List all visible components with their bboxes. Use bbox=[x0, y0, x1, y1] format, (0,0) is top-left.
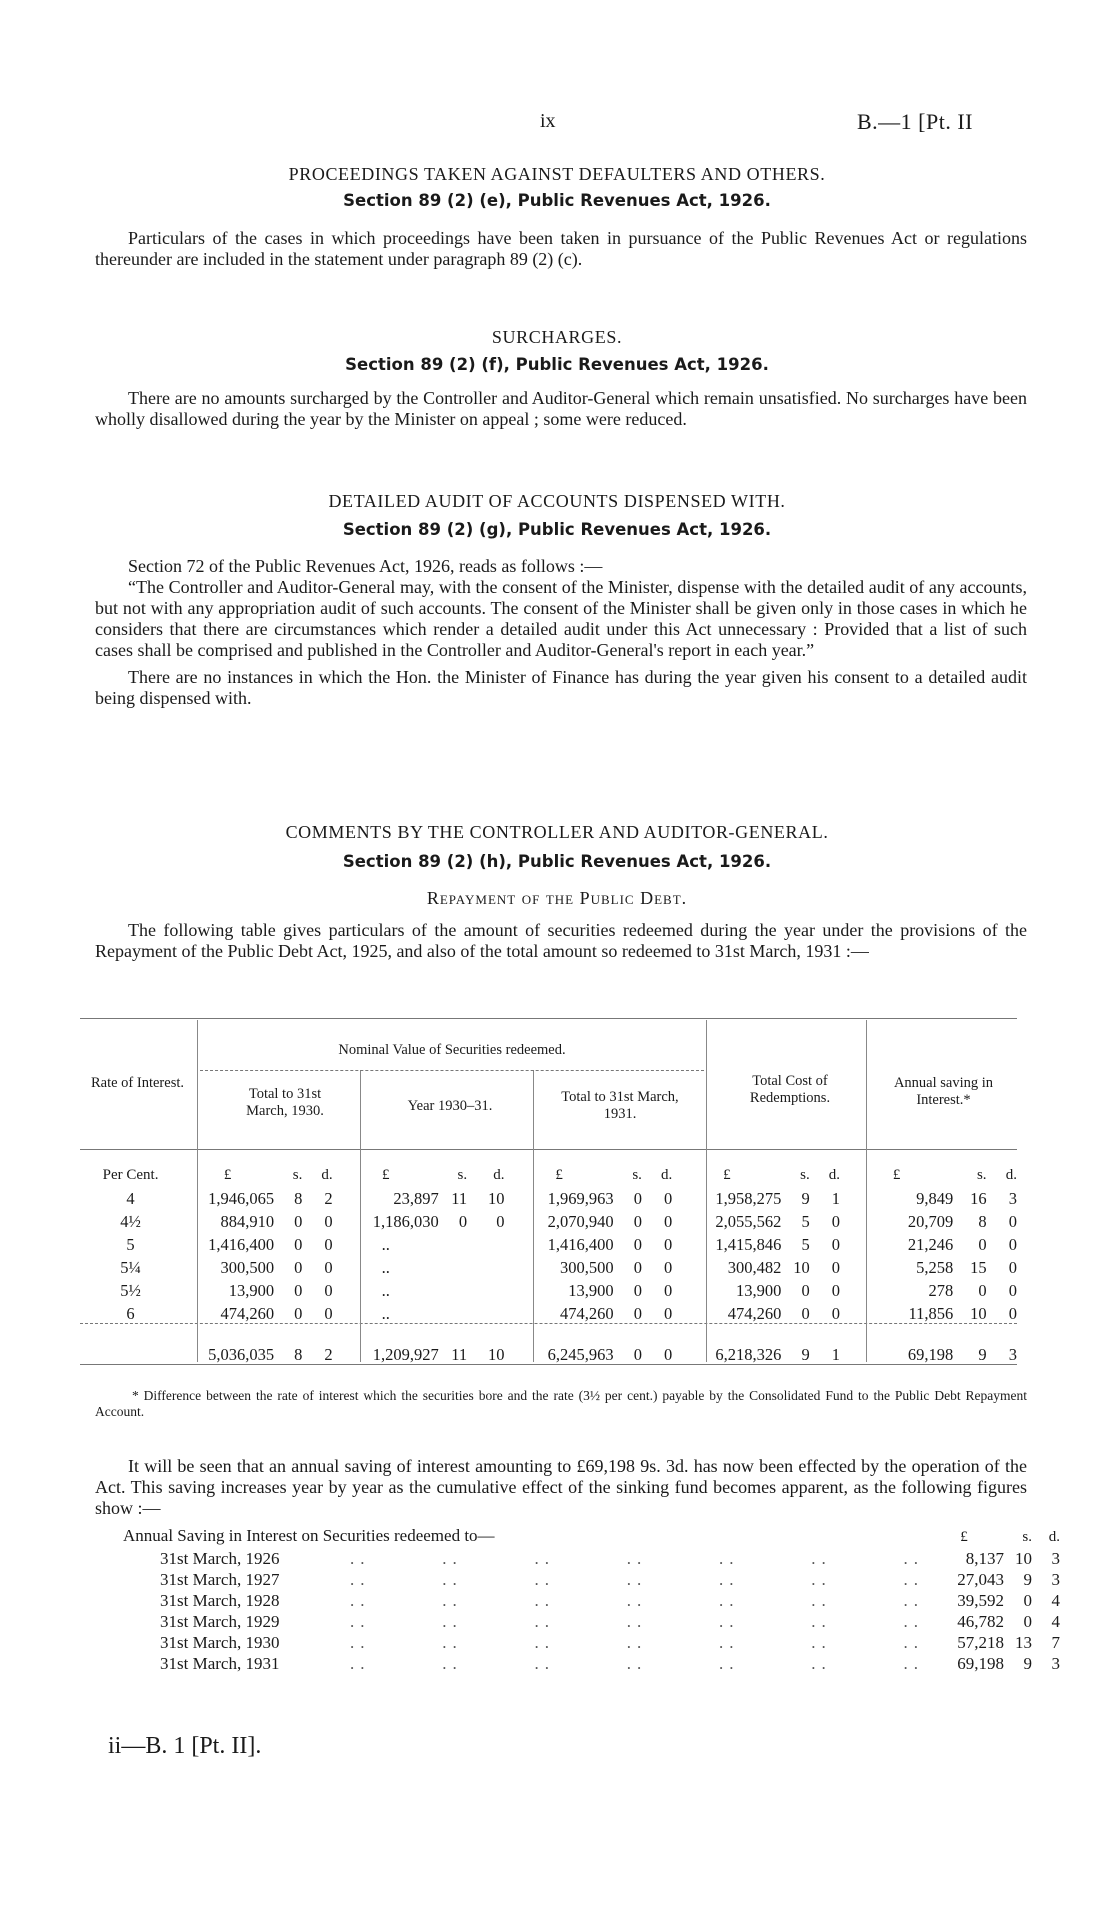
cost-pence: 1 bbox=[831, 1188, 841, 1208]
audit-section: Section 89 (2) (g), Public Revenues Act, 1926. bbox=[342, 520, 772, 539]
table-top-rule bbox=[80, 1018, 1017, 1019]
cost-pence: 0 bbox=[831, 1303, 841, 1323]
table-units-row bbox=[80, 1164, 1017, 1187]
cost-pence: 0 bbox=[831, 1211, 841, 1231]
unit-pound: £ bbox=[723, 1167, 731, 1183]
nominal-group-rule bbox=[200, 1070, 704, 1071]
saving-shillings: 13 bbox=[1015, 1632, 1032, 1652]
audit-para2: There are no instances in which the Hon. the Minister of Finance has during the year given his consent to a detailed audit being dispensed with. bbox=[95, 667, 1027, 708]
unit-shillings: s. bbox=[632, 1167, 642, 1183]
yr-shillings: 11 bbox=[451, 1188, 468, 1208]
t30-pence: 2 bbox=[324, 1188, 333, 1208]
t31-pounds: 1,416,400 bbox=[547, 1234, 614, 1254]
saving-unit-shillings: s. bbox=[1022, 1529, 1032, 1545]
saving-leader: .. .. .. .. .. .. .. bbox=[350, 1590, 924, 1610]
saving-pence: 3 bbox=[1051, 1548, 1060, 1568]
page-ref: B.—1 [Pt. II bbox=[857, 109, 973, 134]
t31-pounds: 2,070,940 bbox=[547, 1211, 614, 1231]
unit-pound: £ bbox=[381, 1167, 390, 1183]
saving-row bbox=[160, 1548, 1060, 1569]
table-row bbox=[80, 1233, 1017, 1256]
t31-shillings: 0 bbox=[633, 1211, 642, 1231]
saving-leader: .. .. .. .. .. .. .. bbox=[350, 1611, 924, 1631]
t30-total-pounds: 5,036,035 bbox=[208, 1344, 275, 1364]
comments-intro: The following table gives particulars of the amount of securities redeemed during the year under the provisions of the Repayment of the Public Debt Act, 1925, and also of the total amount so redeemed to 31st March, 1931 :— bbox=[95, 920, 1027, 961]
yr-total-shillings: 11 bbox=[451, 1344, 468, 1364]
saving-row bbox=[160, 1611, 1060, 1632]
yr-pounds: .. bbox=[381, 1234, 390, 1254]
cost-shillings: 9 bbox=[801, 1188, 810, 1208]
spacer-cell bbox=[80, 1325, 1017, 1343]
saving-row bbox=[160, 1653, 1060, 1674]
comments-paragraph bbox=[95, 920, 1027, 962]
saving-units-spacer bbox=[350, 1527, 924, 1548]
header-saving: Annual saving in Interest.* bbox=[893, 1075, 994, 1108]
sav-pence: 0 bbox=[1008, 1234, 1017, 1254]
cost-shillings: 5 bbox=[801, 1211, 810, 1231]
footer-ref: ii—B. 1 [Pt. II]. bbox=[108, 1733, 262, 1759]
unit-pence: d. bbox=[321, 1167, 333, 1183]
saving-pence: 4 bbox=[1051, 1590, 1060, 1610]
yr-pounds: .. bbox=[381, 1280, 390, 1300]
t31-total-pence: 0 bbox=[664, 1344, 673, 1364]
rate-cell: 5¼ bbox=[120, 1257, 141, 1277]
table-header-rule bbox=[80, 1149, 1017, 1150]
t31-pence: 0 bbox=[664, 1211, 673, 1231]
sav-shillings: 0 bbox=[978, 1234, 987, 1254]
t30-shillings: 8 bbox=[294, 1188, 303, 1208]
saving-row bbox=[160, 1569, 1060, 1590]
totals-label bbox=[80, 1343, 181, 1366]
saving-shillings: 10 bbox=[1015, 1548, 1032, 1568]
saving-pounds: 8,137 bbox=[965, 1548, 1004, 1568]
cost-pounds: 300,482 bbox=[727, 1257, 782, 1277]
saving-pounds: 57,218 bbox=[957, 1632, 1004, 1652]
saving-leader: .. .. .. .. .. .. .. bbox=[350, 1569, 924, 1589]
rate-cell: 5½ bbox=[120, 1280, 141, 1300]
header-year: Year 1930–31. bbox=[407, 1098, 493, 1114]
t30-pence: 0 bbox=[324, 1234, 333, 1254]
sav-total-pounds: 69,198 bbox=[907, 1344, 954, 1364]
sav-pounds: 11,856 bbox=[908, 1303, 954, 1323]
yr-total-pence: 10 bbox=[487, 1344, 505, 1364]
unit-pence: d. bbox=[661, 1167, 673, 1183]
saving-pounds: 27,043 bbox=[957, 1569, 1004, 1589]
saving-unit-pence: d. bbox=[1048, 1529, 1060, 1545]
rate-cell: 5 bbox=[126, 1234, 135, 1254]
sav-pence: 3 bbox=[1008, 1188, 1017, 1208]
saving-shillings: 9 bbox=[1023, 1569, 1032, 1589]
t30-pounds: 1,416,400 bbox=[208, 1234, 275, 1254]
yr-pence bbox=[467, 1279, 504, 1302]
saving-units-spacer bbox=[160, 1527, 350, 1548]
unit-rate: Per Cent. bbox=[102, 1167, 159, 1183]
table-footnote: * Difference between the rate of interest which the securities bore and the rate (3½ per cent.) payable by the Consolidated Fund to the Public Debt Repayment Account. bbox=[95, 1388, 1027, 1419]
sav-shillings: 0 bbox=[978, 1280, 987, 1300]
t30-shillings: 0 bbox=[294, 1303, 303, 1323]
saving-row bbox=[160, 1632, 1060, 1653]
t31-pounds: 13,900 bbox=[568, 1280, 614, 1300]
yr-pounds: 23,897 bbox=[393, 1188, 439, 1208]
yr-pence bbox=[467, 1233, 504, 1256]
saving-row bbox=[160, 1590, 1060, 1611]
table-body bbox=[80, 1164, 1017, 1366]
cost-pence: 0 bbox=[831, 1280, 841, 1300]
saving-pounds: 69,198 bbox=[957, 1653, 1004, 1673]
t31-pounds: 474,260 bbox=[560, 1303, 614, 1323]
unit-shillings: s. bbox=[976, 1167, 987, 1183]
table-row bbox=[80, 1256, 1017, 1279]
saving-para: It will be seen that an annual saving of interest amounting to £69,198 9s. 3d. has now been effected by the operation of the Act. This saving increases year by year as the cumulative effect of the sinking fund becomes apparent, as the following figures show :— bbox=[95, 1456, 1027, 1518]
t30-shillings: 0 bbox=[294, 1257, 303, 1277]
unit-shillings: s. bbox=[800, 1167, 810, 1183]
cost-pounds: 2,055,562 bbox=[715, 1211, 782, 1231]
t30-pounds: 884,910 bbox=[220, 1211, 275, 1231]
table-totals-row bbox=[80, 1343, 1017, 1366]
unit-pound: £ bbox=[223, 1167, 232, 1183]
table-row bbox=[80, 1210, 1017, 1233]
unit-shillings: s. bbox=[292, 1167, 303, 1183]
t30-pounds: 474,260 bbox=[220, 1303, 275, 1323]
sav-pence: 0 bbox=[1008, 1257, 1017, 1277]
yr-shillings bbox=[439, 1256, 467, 1279]
sav-pounds: 20,709 bbox=[907, 1211, 954, 1231]
t31-shillings: 0 bbox=[633, 1234, 642, 1254]
t31-shillings: 0 bbox=[633, 1257, 642, 1277]
surcharges-paragraph bbox=[95, 388, 1027, 430]
audit-quote: “The Controller and Auditor-General may, with the consent of the Minister, dispense with the detailed audit of any accounts, but not with any appropriation audit of such accounts. The consent of the Minister shall be given only in those cases in which he considers that there are circumstances which render a detailed audit under this Act unnecessary : Provided that a list of such cases shall be comprised and published in the Controller and Auditor-General's report in each year.” bbox=[95, 577, 1027, 660]
yr-pence bbox=[467, 1256, 504, 1279]
sav-shillings: 8 bbox=[978, 1211, 987, 1231]
cost-shillings: 0 bbox=[801, 1303, 810, 1323]
saving-date: 31st March, 1926 bbox=[160, 1548, 280, 1568]
unit-shillings: s. bbox=[457, 1167, 468, 1183]
header-cost: Total Cost of Redemptions. bbox=[749, 1073, 831, 1106]
saving-date: 31st March, 1927 bbox=[160, 1569, 280, 1589]
t30-pence: 0 bbox=[324, 1280, 333, 1300]
defaulters-section: Section 89 (2) (e), Public Revenues Act, 1926. bbox=[343, 191, 771, 210]
t30-total-pence: 2 bbox=[324, 1344, 333, 1364]
saving-unit-pound: £ bbox=[960, 1529, 968, 1545]
header-total-1931: Total to 31st March, 1931. bbox=[561, 1089, 679, 1122]
comments-section: Section 89 (2) (h), Public Revenues Act, 1926. bbox=[342, 852, 772, 871]
saving-pounds: 39,592 bbox=[957, 1590, 1004, 1610]
t31-shillings: 0 bbox=[633, 1188, 642, 1208]
yr-shillings bbox=[439, 1302, 467, 1325]
cost-pence: 0 bbox=[831, 1234, 841, 1254]
audit-intro: Section 72 of the Public Revenues Act, 1926, reads as follows :— bbox=[128, 556, 603, 576]
comments-subheading: Repayment of the Public Debt. bbox=[426, 888, 688, 908]
sav-pence: 0 bbox=[1008, 1280, 1017, 1300]
saving-date: 31st March, 1930 bbox=[160, 1632, 280, 1652]
defaulters-heading: PROCEEDINGS TAKEN AGAINST DEFAULTERS AND OTHERS. bbox=[288, 164, 826, 184]
unit-pence: d. bbox=[493, 1167, 505, 1183]
saving-leader: .. .. .. .. .. .. .. bbox=[350, 1632, 924, 1652]
t30-shillings: 0 bbox=[294, 1211, 303, 1231]
saving-paragraph bbox=[95, 1456, 1027, 1519]
rate-cell: 4 bbox=[126, 1188, 135, 1208]
t30-pounds: 13,900 bbox=[228, 1280, 275, 1300]
yr-shillings bbox=[439, 1279, 467, 1302]
sav-shillings: 10 bbox=[970, 1303, 987, 1323]
saving-shillings: 0 bbox=[1023, 1590, 1032, 1610]
sav-total-pence: 3 bbox=[1008, 1344, 1017, 1364]
saving-shillings: 9 bbox=[1023, 1653, 1032, 1673]
t31-shillings: 0 bbox=[633, 1280, 642, 1300]
t30-pence: 0 bbox=[324, 1211, 333, 1231]
saving-pounds: 46,782 bbox=[957, 1611, 1004, 1631]
cost-shillings: 5 bbox=[801, 1234, 810, 1254]
t31-pence: 0 bbox=[664, 1257, 673, 1277]
sav-pounds: 21,246 bbox=[907, 1234, 954, 1254]
header-total-1930: Total to 31st March, 1930. bbox=[246, 1086, 324, 1119]
saving-shillings: 0 bbox=[1023, 1611, 1032, 1631]
sav-shillings: 16 bbox=[970, 1188, 987, 1208]
yr-pounds: .. bbox=[381, 1303, 390, 1323]
cost-pounds: 13,900 bbox=[736, 1280, 782, 1300]
yr-pence bbox=[467, 1302, 504, 1325]
saving-date: 31st March, 1929 bbox=[160, 1611, 280, 1631]
t30-pounds: 1,946,065 bbox=[208, 1188, 275, 1208]
cost-total-pounds: 6,218,326 bbox=[715, 1344, 782, 1364]
t31-pence: 0 bbox=[664, 1234, 673, 1254]
cost-shillings: 0 bbox=[801, 1280, 810, 1300]
defaulters-paragraph bbox=[95, 228, 1027, 270]
header-rate: Rate of Interest. bbox=[90, 1075, 184, 1091]
cost-pounds: 1,958,275 bbox=[715, 1188, 782, 1208]
saving-pence: 3 bbox=[1051, 1569, 1060, 1589]
yr-pence: 10 bbox=[487, 1188, 505, 1208]
saving-pence: 3 bbox=[1051, 1653, 1060, 1673]
audit-heading: DETAILED AUDIT OF ACCOUNTS DISPENSED WITH. bbox=[328, 491, 786, 511]
yr-shillings bbox=[439, 1233, 467, 1256]
sav-shillings: 15 bbox=[970, 1257, 987, 1277]
t31-pence: 0 bbox=[664, 1303, 673, 1323]
cost-total-pence: 1 bbox=[831, 1344, 841, 1364]
yr-total-pounds: 1,209,927 bbox=[372, 1344, 439, 1364]
unit-pound: £ bbox=[892, 1167, 901, 1183]
t31-total-shillings: 0 bbox=[633, 1344, 642, 1364]
surcharges-para1: There are no amounts surcharged by the Controller and Auditor-General which remain unsatisfied. No surcharges have been wholly disallowed during the year by the Minister on appeal ; some were reduced. bbox=[95, 388, 1027, 429]
cost-pounds: 1,415,846 bbox=[715, 1234, 782, 1254]
t30-total-shillings: 8 bbox=[294, 1344, 303, 1364]
t31-pence: 0 bbox=[664, 1188, 673, 1208]
sav-pence: 0 bbox=[1008, 1211, 1017, 1231]
saving-leader: .. .. .. .. .. .. .. bbox=[350, 1548, 924, 1568]
sav-total-shillings: 9 bbox=[978, 1344, 987, 1364]
t31-pounds: 1,969,963 bbox=[547, 1188, 614, 1208]
saving-date: 31st March, 1928 bbox=[160, 1590, 280, 1610]
cost-pounds: 474,260 bbox=[727, 1303, 782, 1323]
unit-pound: £ bbox=[555, 1167, 563, 1183]
table-row bbox=[80, 1302, 1017, 1325]
cost-total-shillings: 9 bbox=[801, 1344, 810, 1364]
t30-pence: 0 bbox=[324, 1303, 333, 1323]
saving-date: 31st March, 1931 bbox=[160, 1653, 280, 1673]
t31-pounds: 300,500 bbox=[560, 1257, 614, 1277]
saving-leader: .. .. .. .. .. .. .. bbox=[350, 1653, 924, 1673]
saving-pence: 7 bbox=[1051, 1632, 1060, 1652]
saving-title: Annual Saving in Interest on Securities redeemed to— bbox=[123, 1526, 495, 1545]
yr-pounds: 1,186,030 bbox=[372, 1211, 439, 1231]
t31-total-pounds: 6,245,963 bbox=[547, 1344, 614, 1364]
t30-shillings: 0 bbox=[294, 1234, 303, 1254]
surcharges-section: Section 89 (2) (f), Public Revenues Act, 1926. bbox=[345, 355, 769, 374]
unit-pence: d. bbox=[828, 1167, 841, 1183]
yr-pence: 0 bbox=[496, 1211, 505, 1231]
t31-pence: 0 bbox=[664, 1280, 673, 1300]
cost-pence: 0 bbox=[831, 1257, 841, 1277]
t31-shillings: 0 bbox=[633, 1303, 642, 1323]
rate-cell: 4½ bbox=[120, 1211, 141, 1231]
sav-pounds: 278 bbox=[928, 1280, 954, 1300]
sav-pounds: 9,849 bbox=[916, 1188, 954, 1208]
cost-shillings: 10 bbox=[793, 1257, 810, 1277]
table-spacer bbox=[80, 1325, 1017, 1343]
saving-units-row bbox=[160, 1527, 1060, 1548]
yr-shillings: 0 bbox=[458, 1211, 468, 1231]
table-row bbox=[80, 1187, 1017, 1210]
table-row bbox=[80, 1279, 1017, 1302]
page-number: ix bbox=[540, 110, 556, 132]
sav-pence: 0 bbox=[1008, 1303, 1017, 1323]
unit-pence: d. bbox=[1005, 1167, 1017, 1183]
saving-pence: 4 bbox=[1051, 1611, 1060, 1631]
yr-pounds: .. bbox=[381, 1257, 390, 1277]
rate-cell: 6 bbox=[126, 1303, 135, 1323]
defaulters-para1: Particulars of the cases in which proceedings have been taken in pursuance of the Public Revenues Act or regulations thereunder are included in the statement under paragraph 89 (2) (c). bbox=[95, 228, 1027, 269]
t30-pounds: 300,500 bbox=[220, 1257, 275, 1277]
header-nominal-group: Nominal Value of Securities redeemed. bbox=[338, 1042, 566, 1058]
t30-shillings: 0 bbox=[294, 1280, 303, 1300]
comments-heading: COMMENTS BY THE CONTROLLER AND AUDITOR-GENERAL. bbox=[285, 822, 829, 842]
t30-pence: 0 bbox=[324, 1257, 333, 1277]
audit-paragraphs bbox=[95, 556, 1027, 709]
surcharges-heading: SURCHARGES. bbox=[491, 327, 623, 347]
saving-table bbox=[160, 1527, 1060, 1674]
sav-pounds: 5,258 bbox=[916, 1257, 954, 1277]
